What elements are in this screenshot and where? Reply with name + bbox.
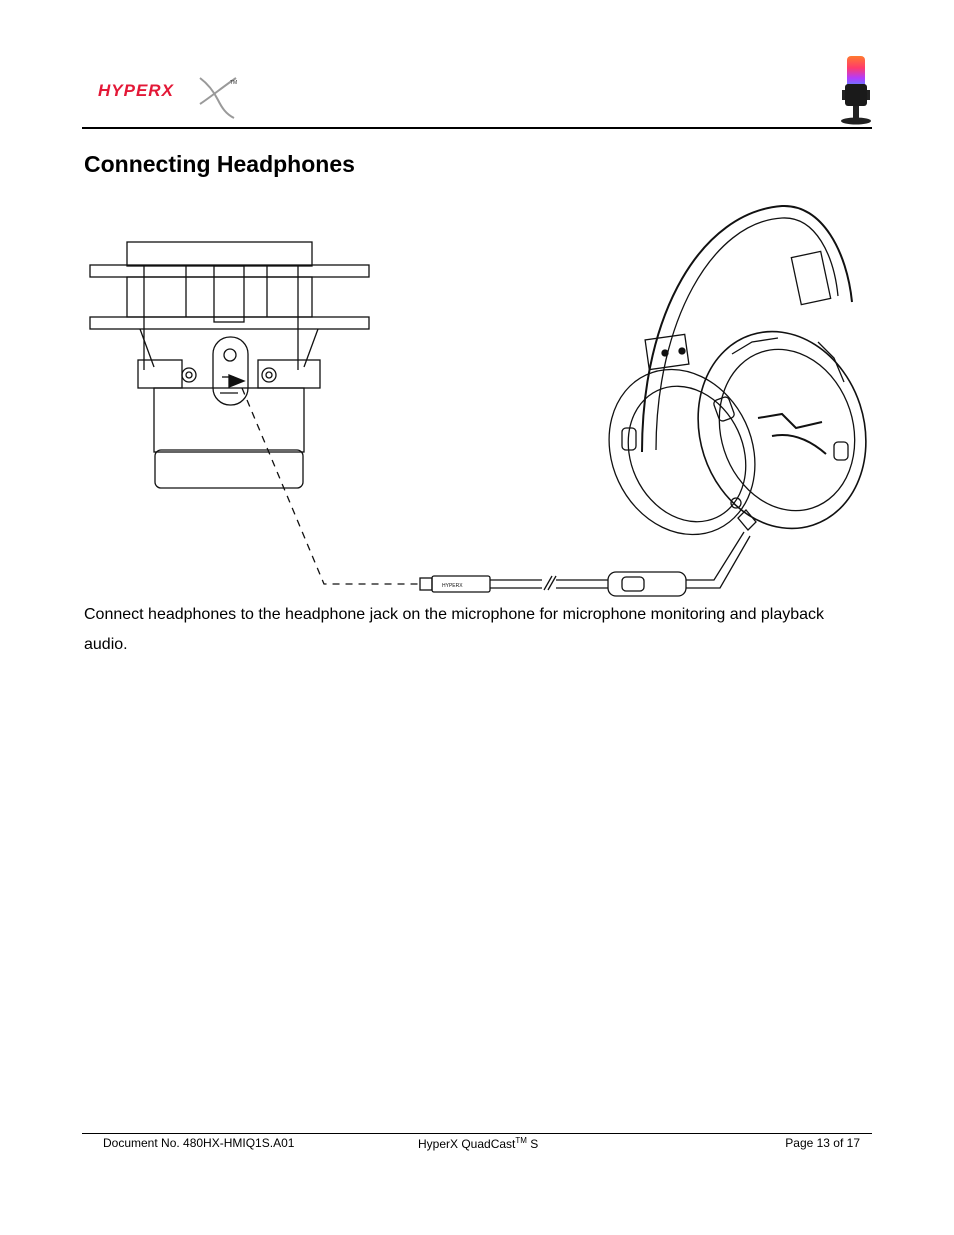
- quadcast-microphone-image: [836, 54, 876, 126]
- footer-product-name: [418, 1136, 538, 1151]
- footer-page-number: Page 13 of 17: [785, 1136, 860, 1150]
- body-paragraph: Connect headphones to the headphone jack on the microphone for microphone monitoring and playback audio.: [84, 606, 825, 653]
- footer-divider: [82, 1133, 872, 1134]
- microphone-shock-mount-illustration: [90, 242, 369, 488]
- footer-document-number: Document No. 480HX-HMIQ1S.A01: [103, 1136, 295, 1150]
- hyperx-logo-tm: TM: [230, 80, 238, 86]
- header-divider: [82, 127, 872, 129]
- connection-dashed-line: [242, 388, 418, 584]
- hyperx-logo: [96, 74, 242, 120]
- cable-plug-brand: HYPERX: [442, 583, 463, 589]
- hyperx-logo-wordmark: HYPERX: [98, 81, 174, 100]
- headphones-illustration: [583, 206, 872, 559]
- footer-product-base: HyperX QuadCast: [418, 1137, 516, 1151]
- headphone-cable-illustration: [420, 532, 750, 596]
- page-title: Connecting Headphones: [84, 151, 355, 177]
- footer-product-tm: TM: [515, 1136, 527, 1145]
- headphones-connection-diagram: [82, 192, 872, 600]
- footer-product-suffix: S: [526, 1137, 539, 1151]
